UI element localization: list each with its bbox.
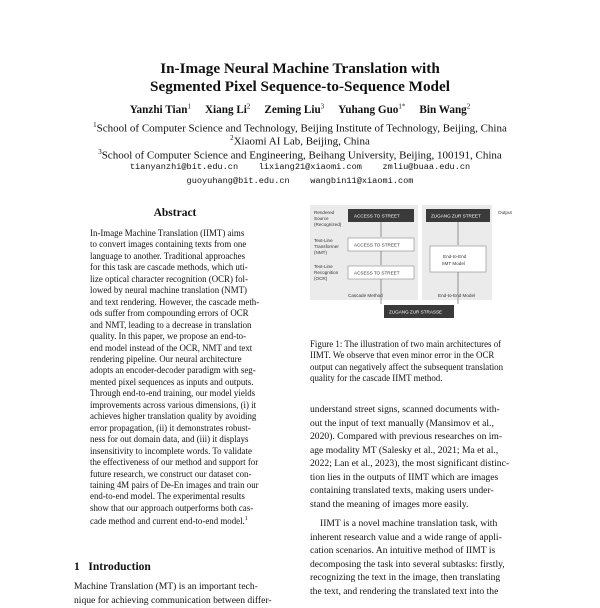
body-line: inherent research value and a wide range of appli-: [310, 531, 502, 543]
cascade-method-label: Cascade Method: [348, 293, 383, 298]
body-line: cation scenarios. An intuitive method of IIMT is: [310, 545, 496, 556]
abstract-line: the effectiveness of our method and support for: [90, 457, 259, 468]
label-ocr: (OCR): [314, 276, 328, 281]
body-line: the text, and rendering the translated text into the: [310, 585, 499, 597]
nmt-box-text: ACCESS TO STREET: [354, 242, 400, 248]
bottom-target-box-text: ZUGANG ZUR STRASSE: [389, 309, 443, 315]
section-heading-introduction: [74, 561, 151, 573]
caption-line: quality for the cascade IIMT method.: [310, 372, 443, 383]
email-line-2: guoyuhang@bit.edu.cn wangbin11@xiaomi.com: [186, 176, 414, 186]
end-to-end-model-line-2: IIMT Model: [442, 261, 465, 266]
label-transformer: Transformer: [314, 244, 339, 249]
abstract-line: to convert images containing texts from one: [90, 239, 247, 250]
body-line: tion lies in the outputs of IIMT which are images: [310, 471, 499, 483]
author-name: Yuhang Guo: [338, 103, 399, 116]
author-affiliation-mark: 1*: [398, 102, 406, 110]
abstract-line: improvements across various dimensions, (i) it: [90, 399, 257, 410]
body-line: 2022; Lan et al., 2023), the most significant distinc-: [310, 458, 510, 469]
end-to-end-model-line-1: End-to-End: [443, 254, 467, 259]
abstract-line: and NMT, leading to a decrease in translation: [90, 319, 252, 330]
author: [264, 104, 324, 116]
top-source-box-text: ACCESS TO STREET: [354, 213, 400, 219]
affiliation-1-mark: 1: [93, 121, 97, 129]
abstract-line: and text rendering. However, the cascade meth-: [90, 296, 260, 307]
body-line: recognizing the text in the image, then translating: [310, 572, 501, 583]
label-text-line-1: Text-Line: [314, 238, 333, 243]
body-line: decomposing the task into several subtasks: firstly,: [310, 558, 505, 570]
affiliation-3: [0, 146, 600, 163]
label-text-line-2: Text-Line: [314, 264, 333, 269]
top-target-box-text: ZUGANG ZUR STREET: [431, 213, 481, 219]
abstract-line: show that our approach outperforms both cas-: [90, 502, 254, 513]
author: [130, 104, 191, 116]
figure-1-caption: [310, 339, 528, 384]
paper-title: [0, 60, 600, 96]
author-affiliation-mark: 1: [187, 102, 191, 110]
body-line: containing translated texts, making users under-: [310, 485, 494, 496]
abstract-line: for this task are cascade methods, which uti-: [90, 262, 248, 273]
abstract-line: end-to-end model. The experimental results: [90, 491, 245, 502]
author-affiliation-mark: 2: [466, 102, 471, 110]
abstract-line: taining 4M pairs of De-En images and train our: [90, 479, 259, 490]
abstract-line: future research, we construct our dataset con-: [90, 468, 252, 479]
author-name: Xiang Li: [204, 103, 247, 116]
body-line: out the input of text manually (Mansimov et al.,: [310, 417, 494, 429]
end-to-end-model-box: [430, 246, 486, 272]
abstract-line: [90, 514, 262, 527]
body-line: 2020). Compared with previous researches on im-: [310, 431, 503, 442]
footnote-mark: 1: [244, 516, 248, 523]
abstract-line: ods suffer from compounding errors of OCR: [90, 308, 249, 319]
ocr-box-text: ACSESS TO STREET: [354, 270, 400, 276]
abstract-line: achieves higher translation quality by avoiding: [90, 411, 257, 422]
abstract-line: mented pixel sequences as inputs and outputs.: [90, 376, 254, 387]
abstract-line: adopts an encoder-decoder paradigm with seg-: [90, 365, 256, 376]
label-recognition: Recognition: [314, 270, 339, 275]
author-affiliation-mark: 2: [246, 102, 251, 110]
abstract-line: language to another. Traditional approaches: [90, 250, 246, 261]
label-nmt: (NMT): [314, 250, 328, 255]
title-line-1: In-Image Neural Machine Translation with: [160, 60, 440, 77]
section-title: Introduction: [88, 561, 151, 573]
abstract-line: rendering pipeline. Our neural architecture: [90, 353, 242, 364]
abstract-line: quality. In this paper, we propose an end-to-: [90, 331, 247, 342]
author: [205, 104, 250, 116]
affiliation-3-text: School of Computer Science and Engineering, Beihang University, Beijing, 100191, China: [101, 149, 502, 162]
author-name: Yanzhi Tian: [129, 103, 188, 116]
abstract-line: Through end-to-end training, our model yields: [90, 388, 256, 399]
abstract-line: error propagation, (ii) it demonstrates robust-: [90, 422, 251, 433]
label-recognized: (Recognized): [314, 222, 342, 227]
affiliation-2-mark: 2: [230, 134, 234, 142]
abstract-line: lize optical character recognition (OCR) fol-: [90, 273, 248, 284]
intro-line: nique for achieving communication between differ-: [74, 595, 272, 606]
caption-line: output can negatively affect the subsequent translation: [310, 361, 504, 372]
body-line: stand the meaning of images more easily.: [310, 498, 469, 510]
author-list: [0, 102, 600, 116]
end-to-end-model-label: End-to-End Model: [438, 293, 476, 298]
title-line-2: Segmented Pixel Sequence-to-Sequence Model: [150, 78, 450, 95]
body-line: IIMT is a novel machine translation task, with: [320, 518, 498, 529]
caption-line: IIMT. We observe that even minor error in the OCR: [310, 350, 495, 361]
abstract-line-text: cade method and current end-to-end model.: [90, 516, 245, 527]
caption-line: Figure 1: The illustration of two main architectures of: [310, 339, 502, 349]
right-column-body: [310, 403, 530, 598]
abstract-line: ness for out domain data, and (iii) it displays: [90, 434, 249, 445]
abstract-heading: Abstract: [153, 207, 197, 219]
abstract-line: insensitivity to incomplete words. To validate: [90, 445, 252, 456]
body-line: understand street signs, scanned documents with-: [310, 404, 500, 415]
abstract-line: In-Image Machine Translation (IIMT) aims: [90, 228, 245, 238]
intro-line: Machine Translation (MT) is an important tech-: [74, 581, 258, 592]
author: [338, 104, 405, 116]
email-line-1: tianyanzhi@bit.edu.cn lixiang21@xiaomi.com zmliu@buaa.edu.cn: [129, 162, 471, 172]
abstract-line: end model instead of the OCR, NMT and text: [90, 342, 253, 353]
output-label: Output: [498, 210, 512, 215]
author-name: Bin Wang: [419, 103, 467, 116]
body-line: age modality MT (Salesky et al., 2021; Ma et al.,: [310, 444, 499, 456]
abstract-line: lowed by neural machine translation (NMT): [90, 285, 247, 296]
author-name: Zeming Liu: [264, 103, 321, 116]
label-rendered: Rendered: [314, 210, 335, 215]
label-source: Source: [314, 216, 329, 221]
author: [419, 104, 470, 116]
section-number: 1: [74, 561, 80, 573]
figure-1-diagram: [308, 200, 533, 330]
affiliation-3-mark: 3: [98, 148, 102, 156]
abstract-body: [90, 228, 262, 528]
affiliation-2-text: Xiaomi AI Lab, Beijing, China: [233, 135, 370, 148]
intro-body: [74, 580, 286, 608]
author-affiliation-mark: 3: [320, 102, 325, 110]
affiliation-1-text: School of Computer Science and Technology, Beijing Institute of Technology, Beijing, China: [96, 122, 507, 135]
